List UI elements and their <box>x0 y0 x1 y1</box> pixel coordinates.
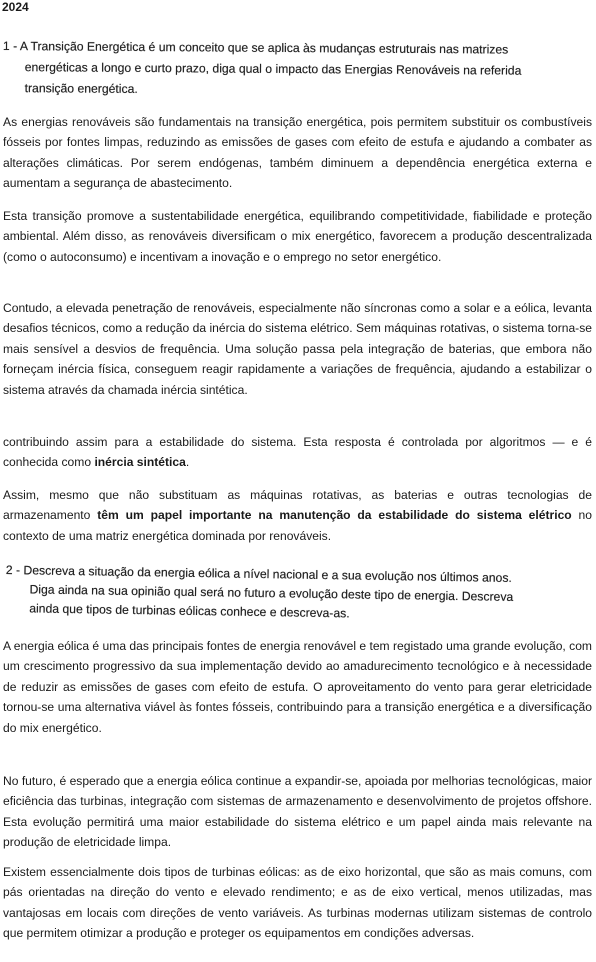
bold-statement: têm um papel importante na manutenção da estabilidade do sistema elétrico <box>97 508 572 523</box>
paragraph-end: no contexto de uma matriz energética dominada por renováveis. <box>3 508 592 543</box>
paragraph-end: . <box>185 455 190 470</box>
question-2-line: 2 - Descreva a situação da energia eólica a nível nacional e a sua evolução nos últimos anos. <box>5 562 512 585</box>
answer-2-paragraph-1: A energia eólica é uma das principais fontes de energia renovável e tem registado uma grande evolução, com um crescimento progressivo da sua implementação devido ao amadurecimento tecnológico e à necessidade de reduzir as emissões de gases com efeito de estufa. O aproveitamento do vento para gerar eletricidade tornou-se uma alternativa viável às fontes fósseis, contribuindo para a transição energética e a diversificação do mix energético. <box>3 639 592 735</box>
paragraph-text: contribuindo assim para a estabilidade do sistema. Esta resposta é controlada por algoritmos — e é conhecida como <box>3 435 592 470</box>
question-1-line: energéticas a longo e curto prazo, diga qual o impacto das Energias Renováveis na referida <box>24 60 522 78</box>
answer-1-paragraph-4 <box>3 432 592 473</box>
question-2-scan <box>5 561 514 626</box>
answer-2-paragraph-3: Existem essencialmente dois tipos de turbinas eólicas: as de eixo horizontal, que são as mais comuns, com pás orientadas na direção do vento e elevado rendimento; e as de eixo vertical, menos utilizadas, mas vantajosas em locais com direções de vento variáveis. As turbinas modernas utilizam sistemas de controlo que permitem otimizar a produção e proteger os equipamentos em condições adversas. <box>3 865 592 941</box>
answer-1-paragraph-2: Esta transição promove a sustentabilidade energética, equilibrando competitividade, fiabilidade e proteção ambiental. Além disso, as renováveis diversificam o mix energético, favorecem a produção descentralizada (como o autoconsumo) e incentivam a inovação e o emprego no setor energético. <box>3 209 592 264</box>
paragraph-text: Assim, mesmo que não substituam as máquinas rotativas, as baterias e outras tecnologias de armazenamento <box>3 488 592 523</box>
answer-1-paragraph-5 <box>3 485 592 546</box>
answer-1-paragraph-3: Contudo, a elevada penetração de renováveis, especialmente não síncronas como a solar e a eólica, levanta desafios técnicos, como a redução da inércia do sistema elétrico. Sem máquinas rotativas, o sistema torna-se mais sensível a desvios de frequência. Uma solução passa pela integração de baterias, que embora não forneçam inércia física, conseguem reagir rapidamente a variações de frequência, ajudando a estabilizar o sistema através da chamada inércia sintética. <box>3 301 592 397</box>
question-1-line: transição energética. <box>24 81 138 96</box>
answer-2-paragraph-2: No futuro, é esperado que a energia eólica continue a expandir-se, apoiada por melhorias tecnológicas, maior eficiência das turbinas, integração com sistemas de armazenamento e desenvolvimento de projetos offshore. Esta evolução permitirá uma maior estabilidade do sistema elétrico e um papel ainda mais relevante na produção de eletricidade limpa. <box>3 774 592 850</box>
bold-term: inércia sintética <box>94 455 186 470</box>
answer-1-paragraph-1: As energias renováveis são fundamentais na transição energética, pois permitem substituir os combustíveis fósseis por fontes limpas, reduzindo as emissões de gases com efeito de estufa e ajudando a combater as alterações climáticas. Por serem endógenas, também diminuem a dependência energética externa e aumentam a segurança de abastecimento. <box>3 115 592 191</box>
question-1-line: 1 - A Transição Energética é um conceito que se aplica às mudanças estruturais nas matrizes <box>2 38 509 57</box>
question-2-line: Diga ainda na sua opinião qual será no futuro a evolução deste tipo de energia. Descreva <box>29 582 514 604</box>
year-heading: 2024 <box>2 0 29 14</box>
question-2-line: ainda que tipos de turbinas eólicas conhece e descreva-as. <box>29 601 350 621</box>
question-1-scan <box>3 36 522 103</box>
